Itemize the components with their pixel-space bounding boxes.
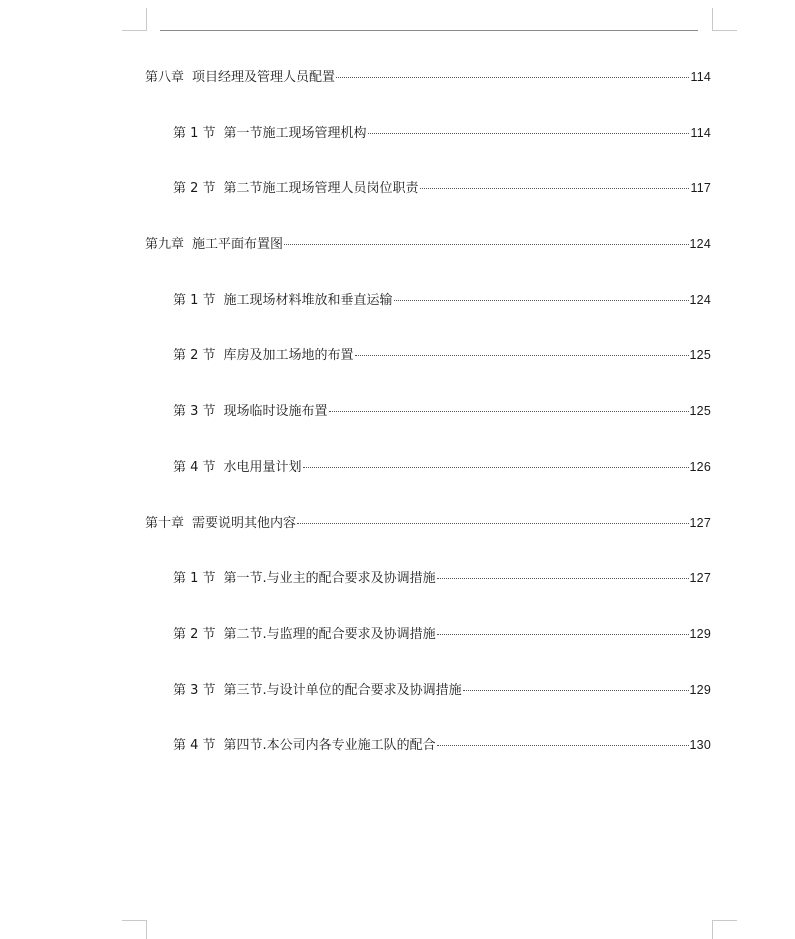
toc-entry-number: 第十章 xyxy=(145,515,185,531)
crop-mark-bottom-right xyxy=(712,920,737,939)
toc-dot-leader xyxy=(437,634,689,635)
toc-entry-title: 库房及加工场地的布置 xyxy=(223,348,354,364)
toc-dot-leader xyxy=(329,411,689,412)
toc-dot-leader xyxy=(437,745,689,746)
toc-entry-number: 第 1 节 xyxy=(173,125,216,141)
toc-entry-title: 水电用量计划 xyxy=(223,459,302,475)
toc-entry[interactable] xyxy=(145,734,711,790)
toc-dot-leader xyxy=(368,133,690,134)
toc-entry-page-number: 127 xyxy=(689,571,711,586)
toc-entry[interactable] xyxy=(145,177,711,233)
toc-entry[interactable] xyxy=(145,679,711,735)
toc-dot-leader xyxy=(336,77,689,78)
toc-dot-leader xyxy=(284,244,689,245)
crop-mark-top-right xyxy=(712,8,737,31)
table-of-contents xyxy=(145,66,711,790)
toc-entry-page-number: 129 xyxy=(689,626,711,641)
toc-entry-title: 第二节施工现场管理人员岗位职责 xyxy=(223,181,419,197)
toc-entry[interactable] xyxy=(145,344,711,400)
toc-entry[interactable] xyxy=(145,66,711,122)
toc-entry-number: 第 2 节 xyxy=(173,626,216,642)
toc-dot-leader xyxy=(355,355,689,356)
toc-entry-page-number: 125 xyxy=(689,404,711,419)
toc-entry-page-number: 117 xyxy=(690,181,711,196)
toc-entry-title: 第四节.本公司内各专业施工队的配合 xyxy=(223,738,436,754)
toc-entry-number: 第 2 节 xyxy=(173,348,216,364)
toc-entry-page-number: 114 xyxy=(690,70,711,84)
toc-entry[interactable] xyxy=(145,122,711,178)
toc-entry-page-number: 125 xyxy=(689,348,711,363)
toc-entry-page-number: 124 xyxy=(689,292,711,307)
toc-entry-number: 第 1 节 xyxy=(173,292,216,308)
toc-entry[interactable] xyxy=(145,400,711,456)
toc-entry-title: 现场临时设施布置 xyxy=(223,404,328,420)
toc-entry[interactable] xyxy=(145,289,711,345)
toc-dot-leader xyxy=(297,523,689,524)
toc-dot-leader xyxy=(420,188,690,189)
toc-entry[interactable] xyxy=(145,456,711,512)
toc-entry-title: 第三节.与设计单位的配合要求及协调措施 xyxy=(223,682,462,698)
toc-entry-number: 第九章 xyxy=(145,237,185,253)
toc-dot-leader xyxy=(437,578,689,579)
toc-entry-page-number: 124 xyxy=(689,237,711,252)
toc-entry-title: 第二节.与监理的配合要求及协调措施 xyxy=(223,626,436,642)
toc-dot-leader xyxy=(463,690,689,691)
toc-entry-number: 第八章 xyxy=(145,70,185,85)
toc-entry-title: 项目经理及管理人员配置 xyxy=(192,70,336,85)
toc-entry-number: 第 2 节 xyxy=(173,181,216,197)
toc-entry-number: 第 3 节 xyxy=(173,404,216,420)
toc-entry-number: 第 4 节 xyxy=(173,459,216,475)
toc-entry[interactable] xyxy=(145,233,711,289)
toc-entry-number: 第 1 节 xyxy=(173,571,216,587)
toc-entry-title: 施工现场材料堆放和垂直运输 xyxy=(223,292,393,308)
toc-entry-page-number: 126 xyxy=(689,459,711,474)
toc-entry-title: 需要说明其他内容 xyxy=(192,515,297,531)
toc-entry-number: 第 4 节 xyxy=(173,738,216,754)
header-rule xyxy=(160,30,698,31)
toc-dot-leader xyxy=(394,300,689,301)
toc-entry-page-number: 114 xyxy=(690,125,711,140)
toc-entry-title: 第一节施工现场管理机构 xyxy=(223,125,367,141)
crop-mark-top-left xyxy=(122,8,147,31)
toc-entry[interactable] xyxy=(145,623,711,679)
toc-entry-title: 施工平面布置图 xyxy=(192,237,284,253)
toc-entry-number: 第 3 节 xyxy=(173,682,216,698)
toc-entry-page-number: 130 xyxy=(689,738,711,753)
toc-entry[interactable] xyxy=(145,512,711,568)
toc-entry[interactable] xyxy=(145,567,711,623)
toc-entry-page-number: 127 xyxy=(689,515,711,530)
toc-dot-leader xyxy=(303,467,689,468)
toc-entry-title: 第一节.与业主的配合要求及协调措施 xyxy=(223,571,436,587)
toc-entry-page-number: 129 xyxy=(689,682,711,697)
crop-mark-bottom-left xyxy=(122,920,147,939)
